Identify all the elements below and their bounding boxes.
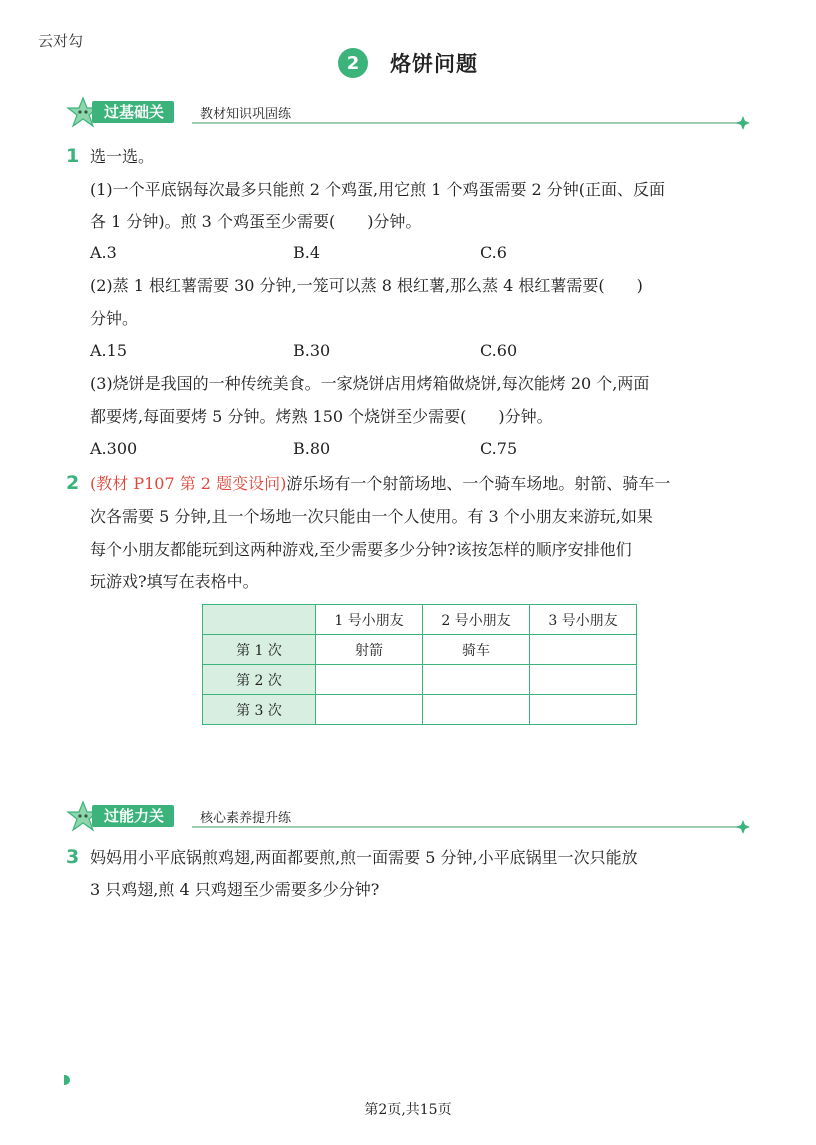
section-divider: [192, 826, 740, 828]
leaf-icon: [736, 820, 750, 834]
option-c: C.75: [480, 439, 518, 458]
section-subtitle: 教材知识巩固练: [200, 107, 292, 122]
table-cell: [530, 665, 637, 695]
section-tag: 过基础关: [92, 101, 174, 123]
option-a: A.300: [90, 439, 138, 458]
q2-line3: 每个小朋友都能玩到这两种游戏,至少需要多少分钟?该按怎样的顺序安排他们: [90, 540, 632, 559]
table-cell: [423, 695, 530, 725]
table-row-header: 第 2 次: [203, 665, 316, 695]
brand-label: 云对勾: [38, 32, 84, 50]
table-column-header: 2 号小朋友: [423, 605, 530, 635]
option-a: A.3: [90, 243, 117, 262]
question-number: 2: [66, 472, 80, 494]
table-cell: 射箭: [316, 635, 423, 665]
section-tag: 过能力关: [92, 805, 174, 827]
q2-line2: 次各需要 5 分钟,且一个场地一次只能由一个人使用。有 3 个小朋友来游玩,如果: [90, 507, 653, 526]
lesson-title-text: 烙饼问题: [390, 52, 478, 76]
schedule-table: [202, 604, 637, 725]
leaf-icon: [736, 116, 750, 130]
q2-line4: 玩游戏?填写在表格中。: [90, 572, 259, 591]
q1-part2-line1: (2)蒸 1 根红薯需要 30 分钟,一笼可以蒸 8 根红薯,那么蒸 4 根红薯需要( ): [90, 276, 643, 295]
q1-part1-line2: 各 1 分钟)。煎 3 个鸡蛋至少需要( )分钟。: [90, 212, 422, 231]
table-row: [203, 695, 637, 725]
page-marker-icon: [64, 1075, 70, 1085]
section-header-ability: [64, 800, 750, 834]
section-header-basic: [64, 96, 750, 130]
option-a: A.15: [90, 341, 127, 360]
q1-part3-line1: (3)烧饼是我国的一种传统美食。一家烧饼店用烤箱做烧饼,每次能烤 20 个,两面: [90, 374, 650, 393]
q1-part3-line2: 都要烤,每面要烤 5 分钟。烤熟 150 个烧饼至少需要( )分钟。: [90, 407, 553, 426]
question-number: 3: [66, 846, 80, 868]
table-row-header: 第 3 次: [203, 695, 316, 725]
q3-line2: 3 只鸡翅,煎 4 只鸡翅至少需要多少分钟?: [90, 880, 380, 899]
table-header-row: [203, 605, 637, 635]
option-b: B.4: [293, 243, 321, 262]
option-c: C.6: [480, 243, 507, 262]
q1-intro: 选一选。: [90, 147, 155, 166]
lesson-number-badge: 2: [338, 48, 368, 78]
section-subtitle: 核心素养提升练: [200, 811, 292, 826]
table-corner-cell: [203, 605, 316, 635]
question-number: 1: [66, 145, 80, 167]
table-row-header: 第 1 次: [203, 635, 316, 665]
q2-line1-text: 游乐场有一个射箭场地、一个骑车场地。射箭、骑车一: [286, 474, 671, 493]
table-cell: [530, 695, 637, 725]
q2-line1: [90, 474, 670, 494]
lesson-title: [0, 46, 816, 80]
table-column-header: 1 号小朋友: [316, 605, 423, 635]
table-cell: [423, 665, 530, 695]
q2-source-note: (教材 P107 第 2 题变设问): [90, 474, 287, 493]
table-cell: [530, 635, 637, 665]
table-column-header: 3 号小朋友: [530, 605, 637, 635]
option-b: B.80: [293, 439, 331, 458]
option-c: C.60: [480, 341, 518, 360]
table-row: [203, 635, 637, 665]
page-footer: 第2页,共15页: [364, 1102, 452, 1118]
q1-part1-line1: (1)一个平底锅每次最多只能煎 2 个鸡蛋,用它煎 1 个鸡蛋需要 2 分钟(正面、反面: [90, 180, 666, 199]
table-row: [203, 665, 637, 695]
table-cell: 骑车: [423, 635, 530, 665]
section-divider: [192, 122, 740, 124]
table-cell: [316, 665, 423, 695]
q3-line1: 妈妈用小平底锅煎鸡翅,两面都要煎,煎一面需要 5 分钟,小平底锅里一次只能放: [90, 848, 638, 867]
option-b: B.30: [293, 341, 331, 360]
q1-part2-line2: 分钟。: [90, 309, 139, 328]
table-cell: [316, 695, 423, 725]
